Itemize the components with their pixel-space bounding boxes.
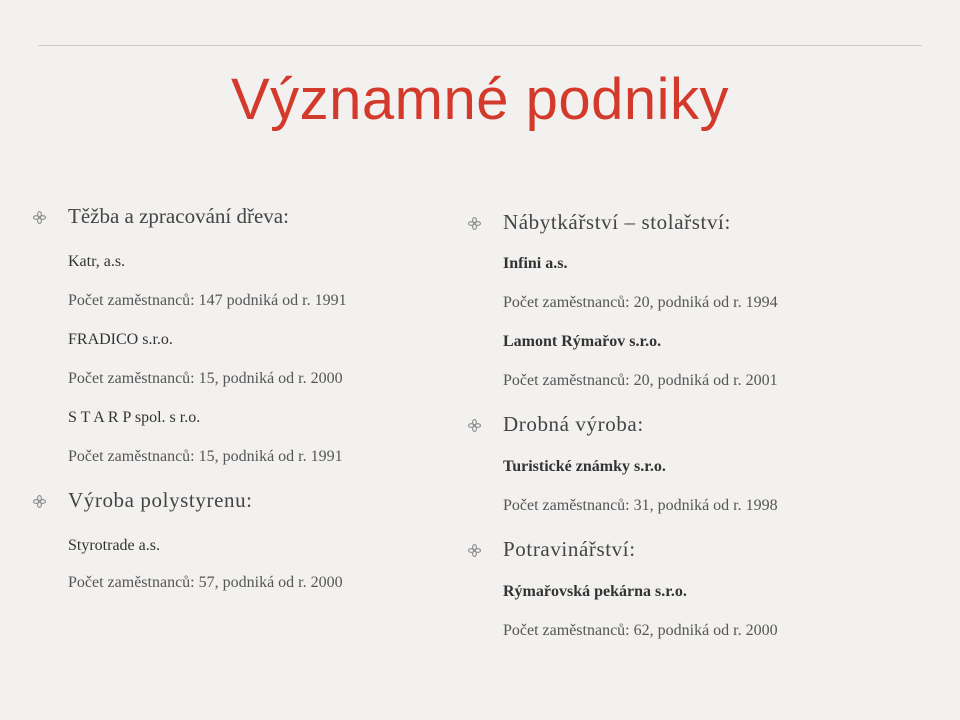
top-divider <box>38 45 922 46</box>
company-name: Rýmařovská pekárna s.r.o. <box>503 583 687 600</box>
company-info: Počet zaměstnanců: 20, podniká od r. 1994 <box>503 294 778 311</box>
company-info: Počet zaměstnanců: 15, podniká od r. 1991 <box>68 448 343 465</box>
four-petal-flower-icon <box>468 419 481 432</box>
four-petal-flower-icon <box>468 544 481 557</box>
company-name: Lamont Rýmařov s.r.o. <box>503 333 662 350</box>
section-heading: Těžba a zpracování dřeva: <box>68 204 289 229</box>
company-info: Počet zaměstnanců: 31, podniká od r. 1998 <box>503 497 778 514</box>
company-info: Počet zaměstnanců: 57, podniká od r. 2000 <box>68 574 343 591</box>
slide-title: Významné podniky <box>230 67 730 132</box>
section-heading: Nábytkářství – stolařství: <box>503 210 731 235</box>
company-name: S T A R P spol. s r.o. <box>68 409 201 426</box>
company-name: Infini a.s. <box>503 255 568 272</box>
four-petal-flower-icon <box>33 211 46 224</box>
company-info: Počet zaměstnanců: 15, podniká od r. 2000 <box>68 370 343 387</box>
company-info: Počet zaměstnanců: 62, podniká od r. 2000 <box>503 622 778 639</box>
four-petal-flower-icon <box>33 495 46 508</box>
section-heading: Výroba polystyrenu: <box>68 488 253 513</box>
company-info: Počet zaměstnanců: 147 podniká od r. 1991 <box>68 292 347 309</box>
company-name: Katr, a.s. <box>68 253 126 270</box>
section-heading: Potravinářství: <box>503 537 636 562</box>
company-name: Turistické známky s.r.o. <box>503 458 666 475</box>
company-name: Styrotrade a.s. <box>68 537 160 554</box>
company-info: Počet zaměstnanců: 20, podniká od r. 2001 <box>503 372 778 389</box>
section-heading: Drobná výroba: <box>503 412 644 437</box>
company-name: FRADICO s.r.o. <box>68 331 173 348</box>
four-petal-flower-icon <box>468 217 481 230</box>
